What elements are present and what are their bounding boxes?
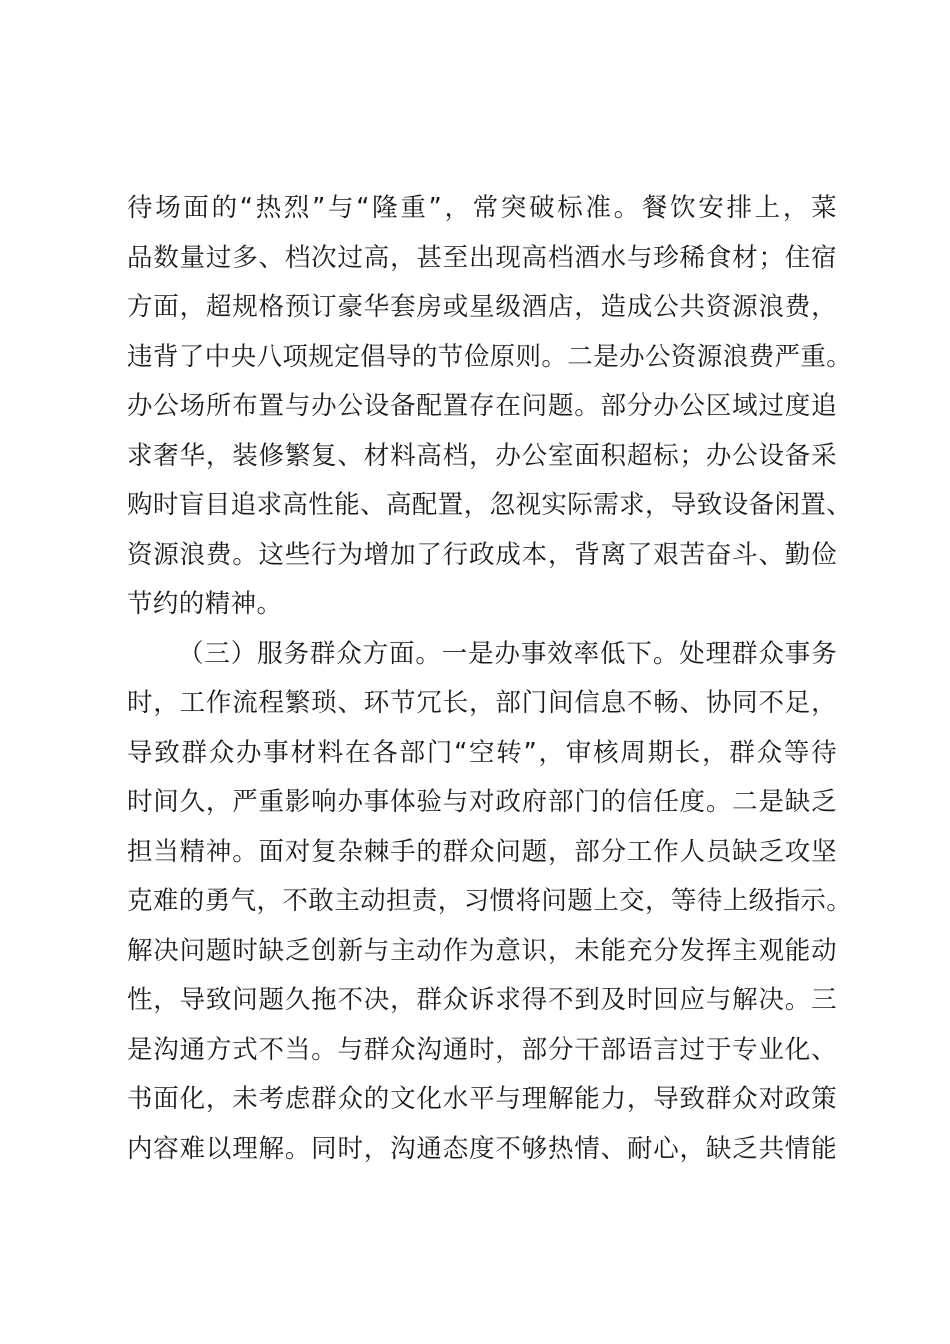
text-line: 待场面的“热烈”与“隆重”，常突破标准。餐饮安排上，菜 [127,193,837,223]
text-line: 时，工作流程繁琐、环节冗长，部门间信息不畅、协同不足， [127,688,837,718]
text-line: 时间久，严重影响办事体验与对政府部门的信任度。二是缺乏 [127,787,837,817]
text-line: 购时盲目追求高性能、高配置，忽视实际需求，导致设备闲置、 [127,490,853,520]
text-line: 品数量过多、档次过高，甚至出现高档酒水与珍稀食材；住宿 [127,242,837,273]
document-body [127,184,853,1174]
text-line: 是沟通方式不当。与群众沟通时，部分干部语言过于专业化、 [127,1034,837,1065]
text-line: 书面化，未考虑群众的文化水平与理解能力，导致群众对政策 [127,1084,837,1114]
paragraph-2 [127,630,853,1175]
text-line: 节约的精神。 [127,589,283,619]
text-line: 性，导致问题久拖不决，群众诉求得不到及时回应与解决。三 [127,985,837,1015]
text-line: 克难的勇气，不敢主动担责，习惯将问题上交，等待上级指示。 [127,886,853,916]
text-line: 方面，超规格预订豪华套房或星级酒店，造成公共资源浪费， [127,292,837,322]
text-line: 办公场所布置与办公设备配置存在问题。部分办公区域过度追 [127,391,837,421]
text-line: 解决问题时缺乏创新与主动作为意识，未能充分发挥主观能动 [127,935,837,966]
text-line: 内容难以理解。同时，沟通态度不够热情、耐心，缺乏共情能 [127,1133,837,1164]
text-line: 担当精神。面对复杂棘手的群众问题，部分工作人员缺乏攻坚 [127,836,837,867]
section-heading-line: （三）服务群众方面。一是办事效率低下。处理群众事务 [178,638,837,669]
paragraph-1 [127,184,853,630]
text-line: 违背了中央八项规定倡导的节俭原则。二是办公资源浪费严重。 [127,341,853,372]
text-line: 资源浪费。这些行为增加了行政成本，背离了艰苦奋斗、勤俭 [127,539,837,570]
text-line: 求奢华，装修繁复、材料高档，办公室面积超标；办公设备采 [127,440,837,471]
text-line: 导致群众办事材料在各部门“空转”，审核周期长，群众等待 [127,737,837,768]
